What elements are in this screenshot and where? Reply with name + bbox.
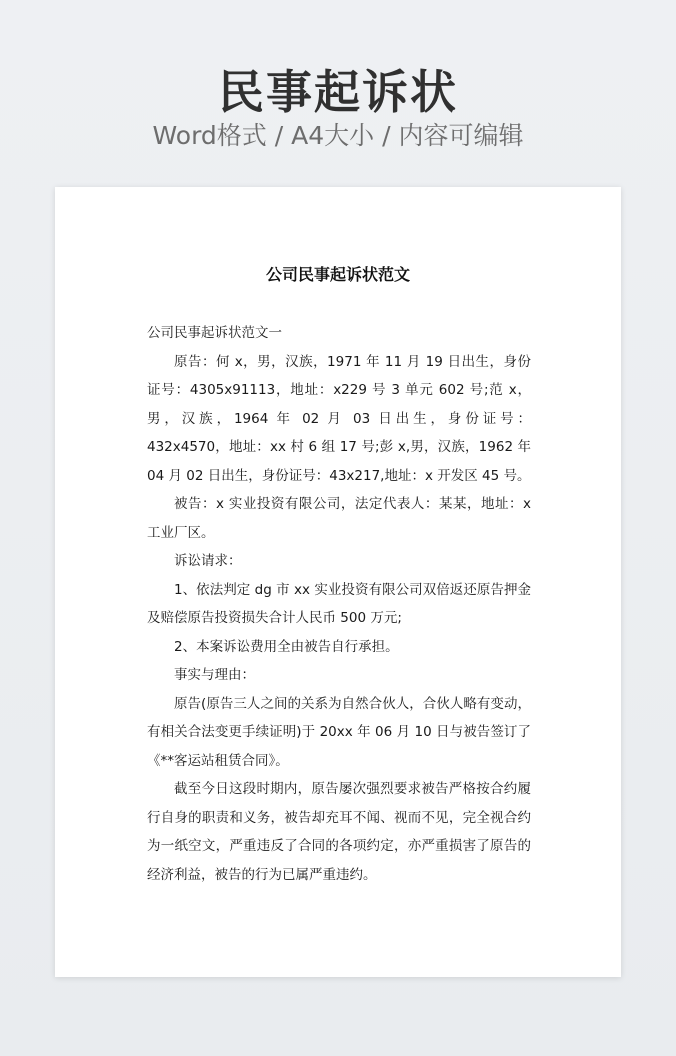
paragraph-facts-heading: 事实与理由： xyxy=(174,667,255,683)
banner-subtitle: Word格式 / A4大小 / 内容可编辑 xyxy=(152,121,524,150)
document-heading: 公司民事起诉状范文一 xyxy=(147,325,282,341)
document-page xyxy=(55,187,621,977)
paragraph-plaintiffs: 原告：何 x，男，汉族，1971 年 11 月 19 日出生，身份证号：4305x91113，地址：x229 号 3 单元 602 号;范 x，男，汉族，1964 年 02 月 03 日出生，身份证号：432x4570，地址：xx 村 6 组 17 号;彭 x,男，汉族，1962 年 04 月 02 日出生，身份证号：43x217,地址：x 开发区 45 号。 xyxy=(147,353,531,484)
paragraph-claims-heading: 诉讼请求： xyxy=(174,553,242,569)
document-body xyxy=(147,319,531,889)
paragraph-facts-2: 截至今日这段时期内，原告屡次强烈要求被告严格按合约履行自身的职责和义务，被告却充耳不闻、视而不见，完全视合约为一纸空文，严重违反了合同的各项约定，亦严重损害了原告的经济利益，被告的行为已属严重违约。 xyxy=(147,781,531,883)
document-title: 公司民事起诉状范文 xyxy=(265,265,410,284)
paragraph-claim-1: 1、依法判定 dg 市 xx 实业投资有限公司双倍返还原告押金及赔偿原告投资损失合计人民币 500 万元; xyxy=(147,581,531,626)
paragraph-claim-2: 2、本案诉讼费用全由被告自行承担。 xyxy=(174,638,399,655)
banner-title: 民事起诉状 xyxy=(218,65,458,119)
paragraph-facts-1: 原告(原告三人之间的关系为自然合伙人，合伙人略有变动，有相关合法变更手续证明)于 20xx 年 06 月 10 日与被告签订了《**客运站租赁合同》。 xyxy=(147,695,531,769)
paragraph-defendant: 被告：x 实业投资有限公司，法定代表人：某某，地址：x 工业厂区。 xyxy=(147,496,531,541)
